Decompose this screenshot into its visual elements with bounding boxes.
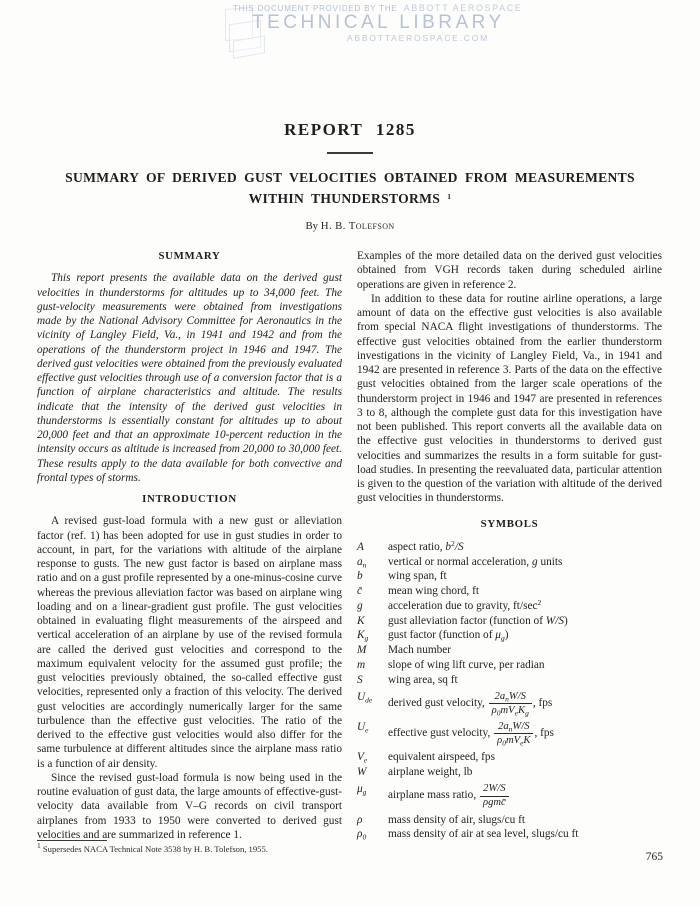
byline-prefix: By <box>305 220 319 233</box>
two-column-body <box>0 249 700 842</box>
summary-paragraph: This report presents the available data on the derived gust velocities in thunderstorms for altitudes up to 34,000 feet. The gust-velocity measurements were obtained from investigations made by the National Advisory Committee for Aeronautics in the vicinity of Langley Field, Va., in 1941 and 1942 and from the operations of the thunderstorm project in 1946 and 1947. The derived gust velocities were obtained from the previously evaluated effective gust velocities through use of a conversion factor that is a function of airplane characteristics and altitude. The results indicate that the intensity of the derived gust velocities in thunderstorms is essentially constant for altitudes up to about 20,000 feet and that an approximate 10-percent reduction in the intensity occurs as altitude is increased from 20,000 to 30,000 feet. These results apply to the data available for both convective and frontal types of storms. <box>37 272 342 484</box>
symbol: $\mu_g$ <box>357 783 367 797</box>
symbol: $U_{de}$ <box>357 690 373 705</box>
symbol-row-K <box>357 614 662 628</box>
symbol-definition: mean wing chord, ft <box>388 585 479 598</box>
byline <box>0 220 700 232</box>
symbol-row-m <box>357 658 662 672</box>
symbols-heading: SYMBOLS <box>480 517 539 530</box>
summary-heading: SUMMARY <box>158 250 221 263</box>
symbol: K <box>357 614 365 627</box>
symbol-row-mug <box>357 782 662 809</box>
watermark-provided-prefix: THIS DOCUMENT PROVIDED BY THE <box>233 4 398 13</box>
symbol-definition: airplane mass ratio, $\frac{2W/S}{\text{ρgmc̄}}$ <box>388 782 662 809</box>
footnote-marker: 1 <box>37 841 41 850</box>
symbol: m <box>357 658 366 671</box>
symbol-definition: airplane weight, lb <box>388 766 473 779</box>
title-divider <box>327 152 373 154</box>
symbol: ρ <box>357 813 363 826</box>
symbol-definition: vertical or normal acceleration, g units <box>388 555 563 568</box>
symbol-row-W <box>357 765 662 779</box>
symbol-row-A <box>357 540 662 554</box>
symbol-row-M <box>357 643 662 657</box>
symbol-row-an <box>357 555 662 569</box>
symbol: A <box>357 540 364 553</box>
symbol-definition: mass density of air at sea level, slugs/cu ft <box>388 828 579 841</box>
watermark-brand: ABBOTT AEROSPACE <box>403 3 523 13</box>
report-title-line1: SUMMARY OF DERIVED GUST VELOCITIES OBTAINED FROM MEASUREMENTS <box>65 170 635 185</box>
symbol: $a_n$ <box>357 555 367 570</box>
symbol-definition: wing span, ft <box>388 570 447 583</box>
watermark-site-url: ABBOTTAEROSPACE.COM <box>347 33 490 43</box>
footnote-rule <box>37 840 107 841</box>
right-paragraph-1: Examples of the more detailed data on the derived gust velocities obtained from VGH records taken during scheduled airline operations are given in reference 2. <box>357 250 662 291</box>
introduction-heading: INTRODUCTION <box>142 493 237 506</box>
introduction-paragraph-2: Since the revised gust-load formula is now being used in the routine evaluation of gust data, the large amounts of effective-gust-velocity data available from V–G records on civil transport airplanes from 1933 to 1950 were converted to derived gust velocities and are summarized in reference 1. <box>37 771 342 841</box>
fraction: $\frac{2W/S}{\text{ρgmc̄}}$ <box>480 783 509 808</box>
symbol: $\rho_0$ <box>357 828 367 842</box>
symbol-definition: derived gust velocity, $\frac{2a_nW/S}{\rho_0mV_eK_g}$ , fps <box>388 690 553 718</box>
symbol-definition: gust factor (function of $\mu_g$) <box>388 629 509 643</box>
title-footnote-marker: 1 <box>447 192 452 202</box>
report-number: REPORT 1285 <box>284 120 416 139</box>
symbol: $U_e$ <box>357 721 369 735</box>
introduction-paragraph-1: A revised gust-load formula with a new gust or alleviation factor (ref. 1) has been adopted for use in gust studies in order to account, in part, for the variations with altitude of the airplane response to gusts. The new gust factor is based on airplane mass ratio and on a gust profile represented by a one-minus-cosine curve whereas the previous alleviation factor was based on airplane wing loading and on a linear-gradient gust profile. The gust velocities obtained in evaluating flight measurements of the airspeed and vertical acceleration of an airplane by use of the revised formula are called the derived gust velocities and correspond to the maximum equivalent velocity for the assumed gust profile; the gust velocities previously obtained, the so-called effective gust velocities, represented only a fraction of this velocity. The derived gust velocities are accordingly numerically larger for the same turbulence than the effective gust velocities. The ratio of the derived to the effective gust velocities would also differ for the same turbulence at different altitudes since the airplane mass ratio is a function of air density. <box>37 515 342 770</box>
symbol: b <box>357 570 363 583</box>
author-name: H. B. Tolefson <box>320 220 395 233</box>
symbol-definition: acceleration due to gravity, $ft/\sec^2$ <box>388 597 542 612</box>
symbol: $V_e$ <box>357 751 368 765</box>
symbol-definition: equivalent airspeed, fps <box>388 751 495 764</box>
symbol-row-S <box>357 673 662 687</box>
symbol-definition: effective gust velocity, $\frac{2a_nW/S}{\rho_0mV_eK}$ , fps <box>388 721 554 748</box>
page-number: 765 <box>645 851 663 863</box>
symbol-row-cbar <box>357 584 662 598</box>
report-title <box>50 167 650 209</box>
symbol-row-Ue <box>357 720 662 747</box>
right-paragraph-2: In addition to these data for routine airline operations, a large amount of data on the effective gust velocities is also available from special NACA flight investigations of thunderstorms. The effective gust velocities obtained from the earlier thunderstorm investigations in the vicinity of Langley Field, Va., in 1941 and 1942 are presented in reference 3. Parts of the data on the effective gust velocities obtained from the larger scale operations of the thunderstorm project in 1946 and 1947 are presented in references 3 to 8, although the complete gust data for this investigation have not been published. This report converts all the available data on the effective gust velocities in thunderstorms to derived gust velocities and summarizes the results in a form suitable for gust-load studies. In presenting the reevaluated data, particular attention is given to the question of the variation with altitude of the derived gust velocities in thunderstorms. <box>357 292 662 505</box>
symbol-row-g <box>357 599 662 613</box>
symbol-definition: wing area, sq ft <box>388 673 458 686</box>
symbol-row-rho <box>357 813 662 827</box>
symbol: g <box>357 599 363 612</box>
symbol-row-Kg <box>357 628 662 642</box>
symbol: W <box>357 766 367 779</box>
symbol-definition: aspect ratio, $b^2/S$ <box>388 538 464 553</box>
report-title-line2: WITHIN THUNDERSTORMS <box>248 191 441 207</box>
symbol-row-Ve <box>357 750 662 764</box>
symbol-definition: Mach number <box>388 644 452 657</box>
symbols-list <box>357 540 662 842</box>
left-column <box>37 249 342 842</box>
right-column <box>357 249 662 842</box>
watermark-library-title: TECHNICAL LIBRARY <box>252 12 505 33</box>
symbol: $K_g$ <box>357 629 369 643</box>
symbol: c̄ <box>357 585 363 598</box>
symbol: M <box>357 644 367 657</box>
symbol-definition: slope of wing lift curve, per radian <box>388 658 545 671</box>
footnote <box>37 840 337 855</box>
fraction: $\frac{2a_nW/S}{\rho_0mV_eK_g}$ <box>489 691 532 716</box>
footnote-text: $^1$ Supersedes NACA Technical Note 3538 by H. B. Tolefson, 1955. <box>37 841 268 854</box>
symbol: S <box>357 673 363 686</box>
symbol-definition: gust alleviation factor (function of W/S) <box>388 614 568 627</box>
symbol-row-b <box>357 569 662 583</box>
fraction: $\frac{2a_nW/S}{\rho_0mV_eK}$ <box>494 721 533 746</box>
symbol-row-rho0 <box>357 827 662 841</box>
symbol-definition: mass density of air, slugs/cu ft <box>388 813 525 826</box>
symbol-row-Ude <box>357 690 662 717</box>
